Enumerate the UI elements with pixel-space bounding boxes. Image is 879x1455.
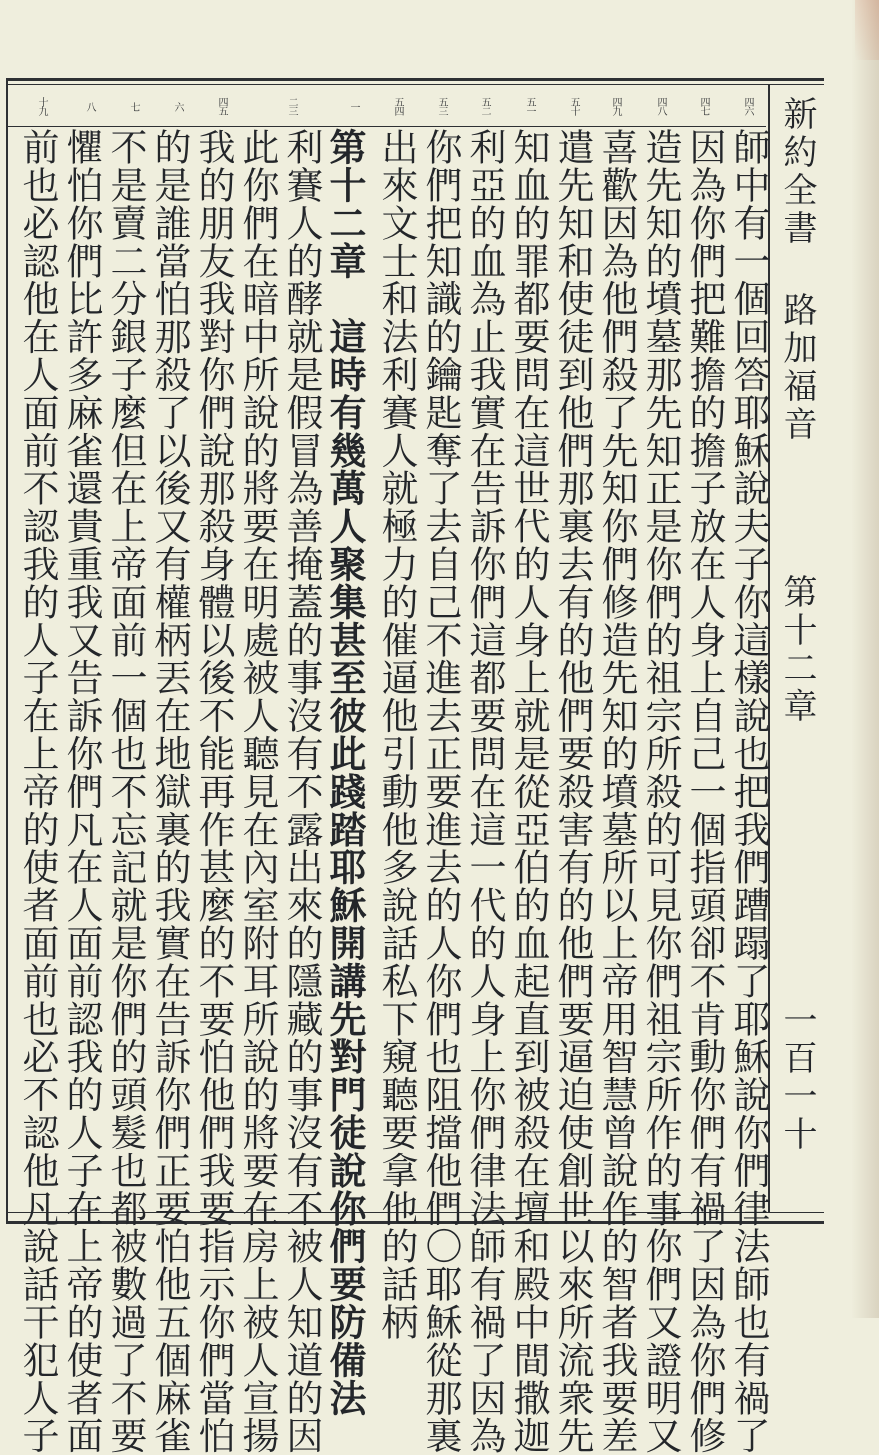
reference-number: 四八 — [655, 97, 666, 115]
reference-number: 五三 — [436, 97, 447, 115]
chapter-heading: 第十二章 — [777, 574, 817, 726]
reference-number: 五四 — [392, 97, 403, 115]
book-title: 新約全書 路加福音 — [777, 96, 817, 444]
reference-number: 八 — [84, 101, 95, 111]
reference-number: 五十 — [568, 97, 579, 115]
text-column: 知血的罪都要問在這世代的人身上就是從亞伯的血起直到被殺在壇和殿中間撒迦 — [507, 128, 550, 1455]
reference-number: 七 — [128, 101, 139, 111]
text-column: 出來文士和法利賽人就極力的催逼他引動他多說話私下窺聽要拿他的話柄 — [375, 128, 418, 1341]
reference-number: 四五 — [216, 97, 227, 115]
reference-number: 二三 — [286, 97, 297, 115]
reference-number: 十九 — [36, 97, 47, 115]
text-column: 喜歡因為他們殺了先知你們修造先知的墳墓所以上帝用智慧曾說作的智者我要差 — [595, 128, 638, 1455]
reference-number: 五二 — [479, 97, 490, 115]
reference-number: 四九 — [610, 97, 621, 115]
text-column: 遣先知和使徒到他們那裏去有的他們要殺害有的他們要逼迫使創世以來所流衆先 — [551, 128, 594, 1455]
text-column: 懼怕你們比許多麻雀還貴重我又告訴你們凡在人面前認我的人子在上帝的使者面 — [60, 128, 103, 1455]
text-column: 的是誰當怕那殺了以後又有權柄丟在地獄裏的我實在告訴你們正要怕他五個麻雀 — [148, 128, 191, 1455]
chapter-start-column: 第十二章 這時有幾萬人聚集甚至彼此踐踏耶穌開講先對門徒說你們要防備法 — [323, 128, 367, 1417]
running-header — [774, 96, 820, 1206]
scripture-text — [8, 128, 770, 1455]
text-column: 造先知的墳墓那先知正是你們的祖宗所殺的可見你們祖宗所作的事你們又證明又 — [639, 128, 682, 1455]
text-column: 前也必認他在人面前不認我的人子在上帝的使者面前也必不認他凡說話干犯人子 — [16, 128, 59, 1455]
text-column: 此你們在暗中所說的將要在明處被人聽見在內室附耳所說的將要在房上被人宣揚 — [236, 128, 279, 1455]
reference-number: 四六 — [742, 97, 753, 115]
reference-number: 五一 — [524, 97, 535, 115]
text-column: 我的朋友我對你們說那殺身體以後不能再作甚麼的不要怕他們我要指示你們當怕 — [192, 128, 235, 1455]
text-column: 你們把知識的鑰匙奪了去自己不進去正要進去的人你們也阻擋他們〇耶穌從那裏 — [419, 128, 462, 1455]
reference-number: 六 — [172, 101, 183, 111]
page-edge-shadow — [851, 0, 879, 1318]
text-column: 利賽人的酵就是假冒為善掩蓋的事沒有不露出來的隱藏的事沒有不被人知道的因 — [280, 128, 323, 1455]
reference-number-band — [8, 86, 766, 127]
frame-top-rule — [6, 84, 824, 85]
text-column: 因為你們把難擔的擔子放在人身上自己一個指頭卻不肯動你們有禍了因為你們修 — [683, 128, 726, 1455]
page-number: 一百一十 — [777, 1002, 817, 1154]
reference-number: 一 — [348, 101, 359, 111]
text-column: 利亞的血為止我實在告訴你們這都要問在這一代的人身上你們律法師有禍了因為 — [463, 128, 506, 1455]
text-column: 師中有一個回答耶穌說夫子你這樣說也把我們蹧蹋了耶穌說你們律法師也有禍了 — [727, 128, 770, 1455]
text-column: 不是賣二分銀子麼但在上帝面前一個也不忘記就是你們的頭髮也都被數過了不要 — [104, 128, 147, 1455]
reference-number: 四七 — [698, 97, 709, 115]
